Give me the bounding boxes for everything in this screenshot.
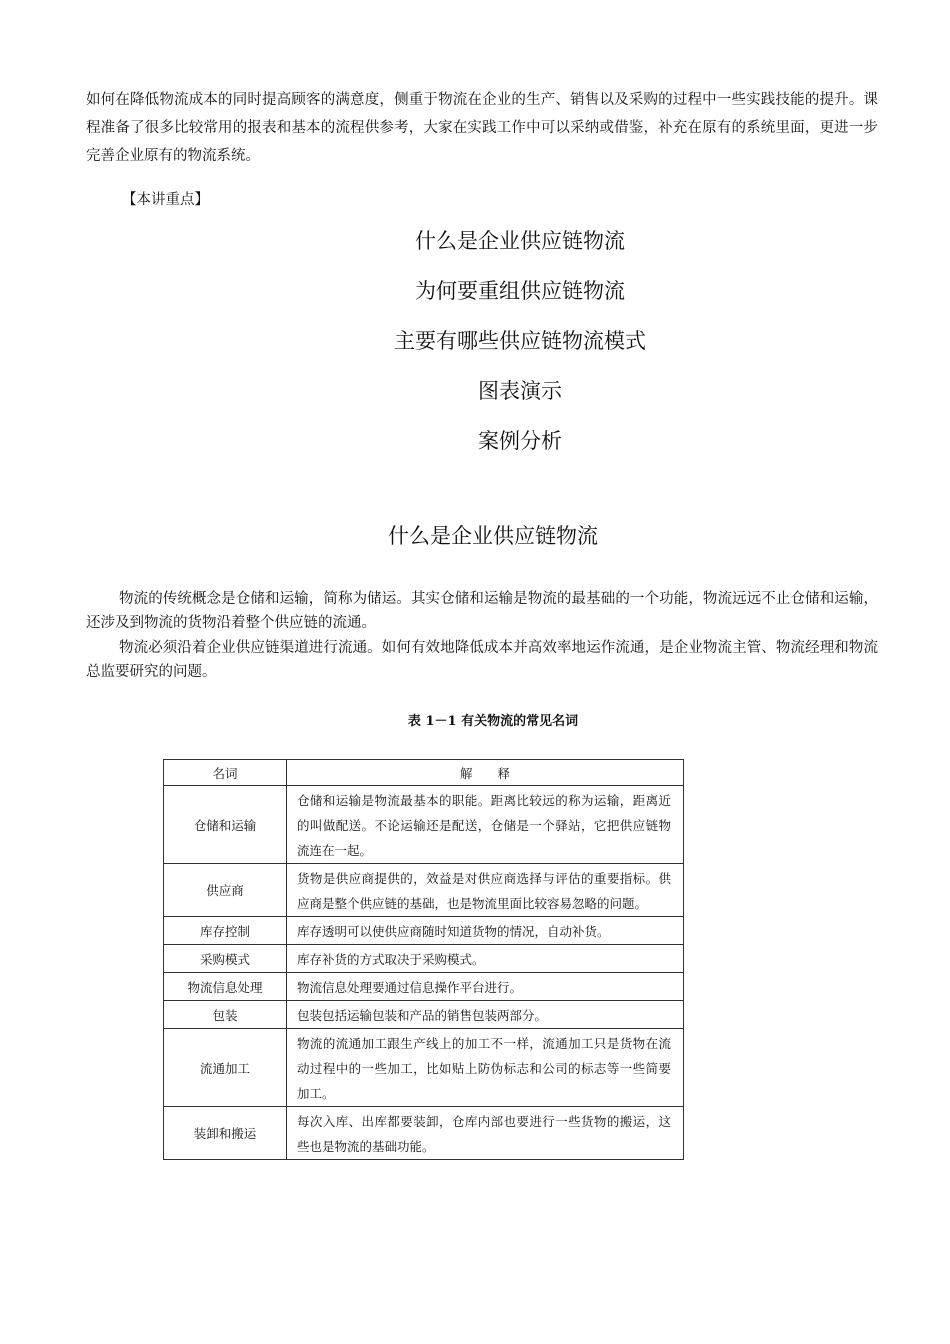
key-points-label: 【本讲重点】 (122, 192, 209, 208)
key-point-item: 主要有哪些供应链物流模式 (394, 329, 646, 353)
term-name: 物流信息处理 (164, 973, 287, 1001)
header-name: 名词 (164, 760, 287, 786)
table-row (164, 1001, 684, 1029)
key-point-item: 案例分析 (478, 429, 562, 453)
term-name: 装卸和搬运 (164, 1107, 287, 1160)
table-row (164, 1107, 684, 1160)
table-header-row (164, 760, 684, 786)
key-point-item: 图表演示 (478, 379, 562, 403)
table-row (164, 945, 684, 973)
term-desc: 物流的流通加工跟生产线上的加工不一样，流通加工只是货物在流动过程中的一些加工，比如贴上防伪标志和公司的标志等一些简要加工。 (287, 1029, 684, 1107)
term-desc: 库存补货的方式取决于采购模式。 (287, 945, 684, 973)
term-name: 采购模式 (164, 945, 287, 973)
term-desc: 物流信息处理要通过信息操作平台进行。 (287, 973, 684, 1001)
header-desc: 解 释 (287, 760, 684, 786)
term-name: 库存控制 (164, 917, 287, 945)
term-desc: 每次入库、出库都要装卸，仓库内部也要进行一些货物的搬运，这些也是物流的基础功能。 (287, 1107, 684, 1160)
key-point-item: 什么是企业供应链物流 (415, 229, 625, 253)
table-row (164, 864, 684, 917)
table-caption: 表 1－1 有关物流的常见名词 (407, 714, 579, 729)
term-desc: 仓储和运输是物流最基本的职能。距离比较远的称为运输，距离近的叫做配送。不论运输还是配送，仓储是一个驿站，它把供应链物流连在一起。 (287, 786, 684, 864)
body-paragraph: 物流的传统概念是仓储和运输，简称为储运。其实仓储和运输是物流的最基础的一个功能，物流远远不止仓储和运输，还涉及到物流的货物沿着整个供应链的流通。 (86, 591, 878, 631)
key-points-list (0, 216, 950, 466)
term-desc: 库存透明可以使供应商随时知道货物的情况，自动补货。 (287, 917, 684, 945)
table-row (164, 917, 684, 945)
term-name: 仓储和运输 (164, 786, 287, 864)
term-name: 供应商 (164, 864, 287, 917)
term-name: 流通加工 (164, 1029, 287, 1107)
terms-table (163, 759, 684, 1160)
term-name: 包装 (164, 1001, 287, 1029)
table-row (164, 1029, 684, 1107)
term-desc: 货物是供应商提供的，效益是对供应商选择与评估的重要指标。供应商是整个供应链的基础，也是物流里面比较容易忽略的问题。 (287, 864, 684, 917)
term-desc: 包装包括运输包装和产品的销售包装两部分。 (287, 1001, 684, 1029)
body-paragraph: 物流必须沿着企业供应链渠道进行流通。如何有效地降低成本并高效率地运作流通，是企业物流主管、物流经理和物流总监要研究的问题。 (86, 640, 878, 680)
intro-paragraph: 如何在降低物流成本的同时提高顾客的满意度，侧重于物流在企业的生产、销售以及采购的过程中一些实践技能的提升。课程准备了很多比较常用的报表和基本的流程供参考，大家在实践工作中可以采纳或借鉴，补充在原有的系统里面，更进一步完善企业原有的物流系统。 (86, 92, 878, 164)
section-title: 什么是企业供应链物流 (388, 524, 598, 548)
key-point-item: 为何要重组供应链物流 (415, 279, 625, 303)
table-row (164, 786, 684, 864)
table-row (164, 973, 684, 1001)
